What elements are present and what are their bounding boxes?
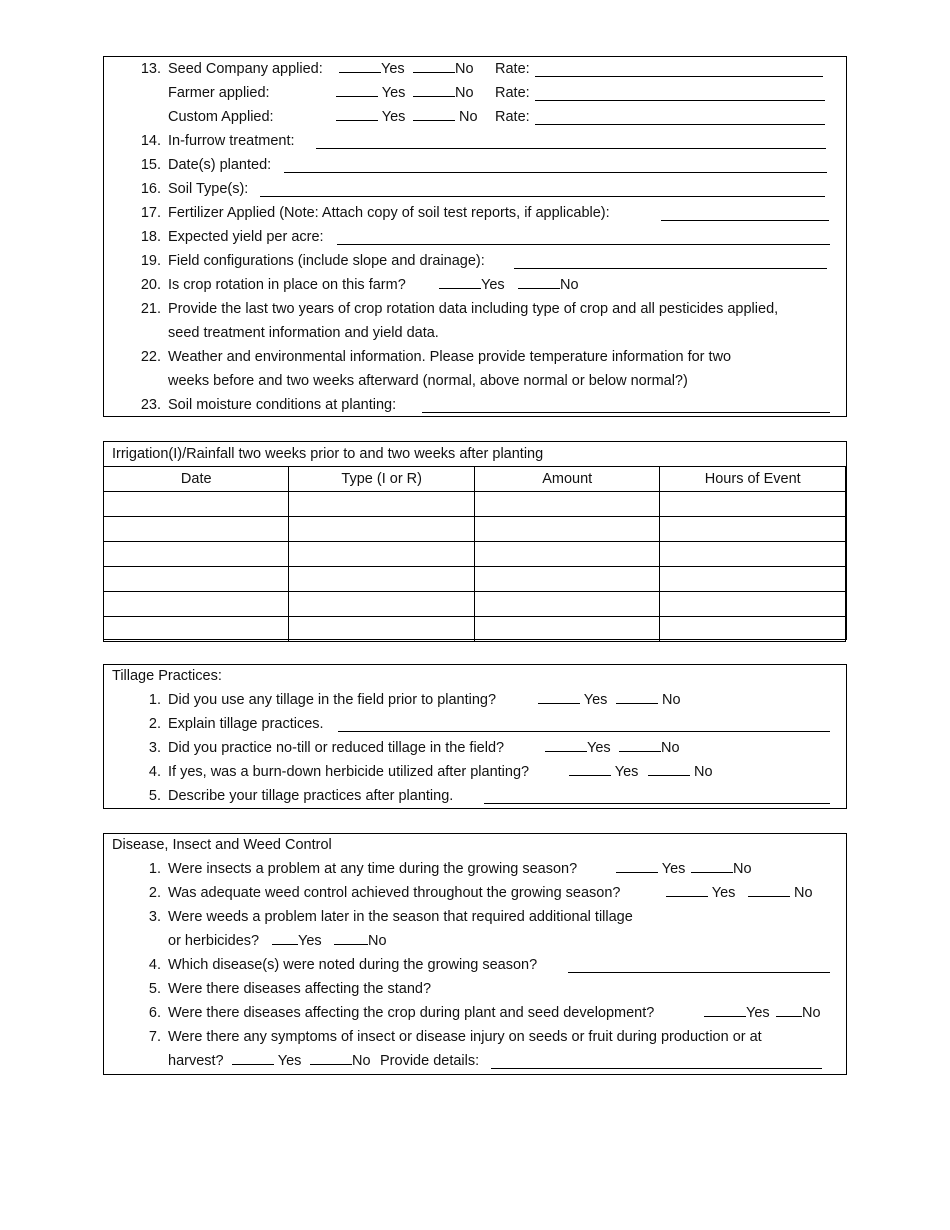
no-blank[interactable] [748, 881, 790, 897]
table-cell[interactable] [289, 492, 474, 517]
crop-info-section [103, 56, 847, 417]
yes-blank[interactable] [339, 57, 381, 73]
disease-question-6: 6. Were there diseases affecting the crop during plant and seed development? Yes No [104, 1001, 846, 1025]
table-cell[interactable] [289, 567, 474, 592]
table-cell[interactable] [289, 517, 474, 542]
no-blank[interactable] [310, 1049, 352, 1065]
disease-question-4: 4. Which disease(s) were noted during the growing season? [104, 953, 846, 977]
disease-question-7: 7. Were there any symptoms of insect or disease injury on seeds or fruit during production or at [148, 1029, 762, 1045]
table-cell[interactable] [104, 617, 289, 642]
table-cell[interactable] [289, 617, 474, 642]
yes-blank[interactable] [666, 881, 708, 897]
question-14: 14. In-furrow treatment: [104, 129, 846, 153]
yes-blank[interactable] [232, 1049, 274, 1065]
question-13-custom: Custom Applied: Yes No Rate: [104, 105, 846, 129]
table-row [104, 517, 846, 542]
column-header-amount: Amount [474, 467, 660, 492]
rate-blank[interactable] [535, 61, 823, 77]
answer-blank[interactable] [284, 157, 827, 173]
question-label: Farmer applied: [168, 85, 270, 101]
disease-question-7-continued: harvest? Yes No Provide details: [104, 1049, 846, 1073]
column-header-date: Date [104, 467, 289, 492]
answer-blank[interactable] [338, 716, 830, 732]
table-cell[interactable] [104, 592, 289, 617]
no-blank[interactable] [518, 273, 560, 289]
no-blank[interactable] [334, 929, 368, 945]
table-cell[interactable] [660, 567, 846, 592]
tillage-section [103, 664, 847, 809]
table-cell[interactable] [104, 542, 289, 567]
table-row [104, 592, 846, 617]
tillage-question-5: 5. Describe your tillage practices after planting. [104, 784, 846, 808]
question-21-continued: seed treatment information and yield data. [168, 325, 439, 341]
no-blank[interactable] [776, 1001, 802, 1017]
no-blank[interactable] [616, 688, 658, 704]
table-cell[interactable] [660, 517, 846, 542]
disease-question-5: 5. Were there diseases affecting the stand? [148, 981, 432, 997]
question-number: 13. [140, 61, 161, 77]
answer-blank[interactable] [316, 133, 826, 149]
table-row [104, 492, 846, 517]
irrigation-table [103, 466, 846, 642]
column-header-type: Type (I or R) [289, 467, 474, 492]
table-cell[interactable] [474, 492, 660, 517]
answer-blank[interactable] [514, 253, 827, 269]
table-row [104, 617, 846, 642]
tillage-question-1: 1. Did you use any tillage in the field prior to planting? Yes No [104, 688, 846, 712]
question-label: Custom Applied: [168, 109, 274, 125]
answer-blank[interactable] [484, 788, 830, 804]
no-blank[interactable] [691, 857, 733, 873]
column-header-hours: Hours of Event [660, 467, 846, 492]
irrigation-section [103, 441, 847, 640]
question-22-continued: weeks before and two weeks afterward (normal, above normal or below normal?) [168, 373, 688, 389]
yes-blank[interactable] [272, 929, 298, 945]
yes-blank[interactable] [704, 1001, 746, 1017]
answer-blank[interactable] [661, 205, 829, 221]
question-13-seed-company: 13. Seed Company applied: Yes No Rate: [104, 57, 846, 81]
no-blank[interactable] [648, 760, 690, 776]
table-cell[interactable] [104, 567, 289, 592]
no-blank[interactable] [413, 57, 455, 73]
table-cell[interactable] [289, 542, 474, 567]
irrigation-title: Irrigation(I)/Rainfall two weeks prior to and two weeks after planting [112, 446, 544, 462]
yes-blank[interactable] [336, 81, 378, 97]
answer-blank[interactable] [337, 229, 830, 245]
table-cell[interactable] [660, 542, 846, 567]
disease-question-3-continued: or herbicides? Yes No [104, 929, 846, 953]
yes-blank[interactable] [616, 857, 658, 873]
table-cell[interactable] [660, 617, 846, 642]
yes-blank[interactable] [538, 688, 580, 704]
details-blank[interactable] [491, 1053, 822, 1069]
question-19: 19. Field configurations (include slope and drainage): [104, 249, 846, 273]
question-23: 23. Soil moisture conditions at planting: [104, 393, 846, 417]
yes-blank[interactable] [336, 105, 378, 121]
question-15: 15. Date(s) planted: [104, 153, 846, 177]
answer-blank[interactable] [422, 397, 830, 413]
question-17: 17. Fertilizer Applied (Note: Attach copy of soil test reports, if applicable): [104, 201, 846, 225]
rate-blank[interactable] [535, 109, 825, 125]
table-row [104, 567, 846, 592]
no-blank[interactable] [619, 736, 661, 752]
tillage-question-2: 2. Explain tillage practices. [104, 712, 846, 736]
table-cell[interactable] [104, 517, 289, 542]
table-cell[interactable] [474, 517, 660, 542]
answer-blank[interactable] [260, 181, 825, 197]
tillage-title: Tillage Practices: [112, 668, 222, 684]
tillage-question-4: 4. If yes, was a burn-down herbicide utilized after planting? Yes No [104, 760, 846, 784]
no-blank[interactable] [413, 105, 455, 121]
table-cell[interactable] [474, 542, 660, 567]
question-18: 18. Expected yield per acre: [104, 225, 846, 249]
table-row [104, 542, 846, 567]
table-cell[interactable] [474, 617, 660, 642]
question-label: Seed Company applied: [168, 61, 323, 77]
disease-question-1: 1. Were insects a problem at any time during the growing season? Yes No [104, 857, 846, 881]
disease-section [103, 833, 847, 1075]
table-cell[interactable] [104, 492, 289, 517]
yes-blank[interactable] [545, 736, 587, 752]
table-cell[interactable] [660, 592, 846, 617]
question-13-farmer: Farmer applied: Yes No Rate: [104, 81, 846, 105]
yes-blank[interactable] [439, 273, 481, 289]
no-blank[interactable] [413, 81, 455, 97]
table-cell[interactable] [660, 492, 846, 517]
tillage-question-3: 3. Did you practice no-till or reduced tillage in the field? Yes No [104, 736, 846, 760]
question-21: 21. Provide the last two years of crop rotation data including type of crop and all pesticides applied, [140, 301, 779, 317]
yes-blank[interactable] [569, 760, 611, 776]
answer-blank[interactable] [568, 957, 830, 973]
table-header-row [104, 467, 846, 492]
question-16: 16. Soil Type(s): [104, 177, 846, 201]
question-20: 20. Is crop rotation in place on this farm? Yes No [104, 273, 846, 297]
table-cell[interactable] [474, 592, 660, 617]
rate-blank[interactable] [535, 85, 825, 101]
table-cell[interactable] [474, 567, 660, 592]
disease-question-3: 3. Were weeds a problem later in the season that required additional tillage [148, 909, 633, 925]
disease-title: Disease, Insect and Weed Control [112, 837, 332, 853]
disease-question-2: 2. Was adequate weed control achieved throughout the growing season? Yes No [104, 881, 846, 905]
table-cell[interactable] [289, 592, 474, 617]
question-22: 22. Weather and environmental information. Please provide temperature information for two [140, 349, 732, 365]
